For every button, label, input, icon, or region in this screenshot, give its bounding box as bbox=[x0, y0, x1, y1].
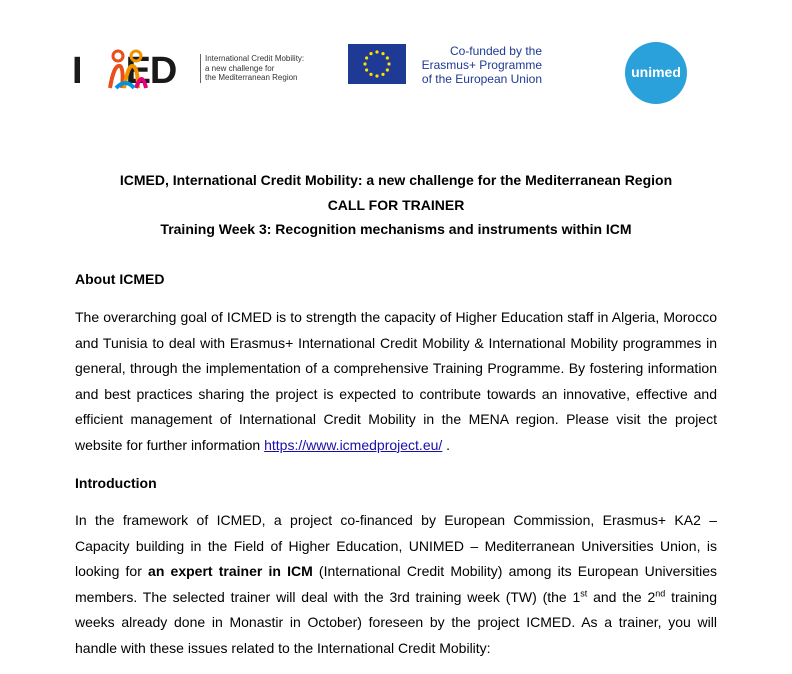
icmed-tagline bbox=[200, 54, 325, 83]
about-text: The overarching goal of ICMED is to strength the capacity of Higher Education staff in Algeria, Morocco and Tunisia to deal with Erasmus+ International Credit Mobility & International Mobility programmes in general, through the implementation of a comprehensive Training Programme. By fostering information and best practices sharing the project is expected to contribute towards an innovative, effective and efficient management of International Credit Mobility in the MENA region. Please visit the project website for further information bbox=[75, 309, 717, 453]
eu-star bbox=[381, 73, 384, 76]
introduction-heading: Introduction bbox=[75, 475, 157, 491]
eu-star bbox=[375, 50, 378, 53]
eu-star bbox=[381, 52, 384, 55]
icmed-logo bbox=[72, 48, 312, 94]
icmed-logo-word: I ED bbox=[72, 50, 177, 92]
about-heading: About ICMED bbox=[75, 271, 165, 287]
erasmus-caption-line: Erasmus+ Programme bbox=[421, 58, 542, 72]
intro-text: and the 2 bbox=[587, 588, 656, 605]
unimed-logo-text: unimed bbox=[631, 64, 681, 80]
eu-flag-icon bbox=[348, 44, 406, 84]
project-website-link[interactable]: https://www.icmedproject.eu/ bbox=[264, 436, 443, 453]
tagline-line: International Credit Mobility: bbox=[205, 54, 305, 63]
intro-bold-text: an expert trainer in ICM bbox=[148, 563, 313, 579]
unimed-logo bbox=[625, 42, 687, 104]
erasmus-caption-line: Co-funded by the bbox=[449, 44, 542, 58]
erasmus-caption bbox=[410, 44, 542, 86]
erasmus-logo bbox=[348, 44, 548, 86]
intro-text: (International Credit Mobility) among its European Universities members. The selected trainer will deal with the 3rd training week (TW) (the 1 bbox=[75, 563, 718, 605]
intro-text: training weeks already done in Monastir in October) foreseen by the project ICMED. As a trainer, you will handle with these issues related to the International Credit Mobility: bbox=[75, 588, 718, 656]
eu-star bbox=[369, 73, 372, 76]
superscript: nd bbox=[655, 587, 666, 598]
superscript: st bbox=[580, 587, 588, 598]
about-paragraph bbox=[75, 305, 717, 458]
intro-text: In the framework of ICMED, a project co-financed by European Commission, Erasmus+ KA2 – Capacity building in the Field of Higher Education, UNIMED – Mediterranean Universities Union, is looking for bbox=[75, 512, 717, 579]
erasmus-caption-line: of the European Union bbox=[421, 72, 542, 86]
tagline-line: a new challenge for bbox=[205, 63, 275, 73]
call-title: CALL FOR TRAINER bbox=[327, 196, 465, 213]
document-header bbox=[0, 0, 792, 110]
document-body bbox=[75, 268, 717, 661]
about-text-end: . bbox=[442, 436, 451, 453]
eu-star bbox=[386, 68, 389, 71]
eu-star bbox=[369, 52, 372, 55]
introduction-paragraph bbox=[75, 508, 717, 661]
eu-star bbox=[363, 62, 366, 65]
eu-star bbox=[365, 56, 368, 59]
icmed-figures-icon bbox=[108, 48, 148, 94]
document-titles bbox=[0, 168, 792, 242]
training-week-title: Training Week 3: Recognition mechanisms and instruments within ICM bbox=[160, 221, 632, 237]
eu-star bbox=[375, 74, 378, 77]
eu-star bbox=[387, 62, 390, 65]
eu-star bbox=[365, 68, 368, 71]
tagline-line: the Mediterranean Region bbox=[205, 73, 298, 82]
eu-star bbox=[386, 56, 389, 59]
document-title: ICMED, International Credit Mobility: a new challenge for the Mediterranean Region bbox=[119, 172, 673, 188]
